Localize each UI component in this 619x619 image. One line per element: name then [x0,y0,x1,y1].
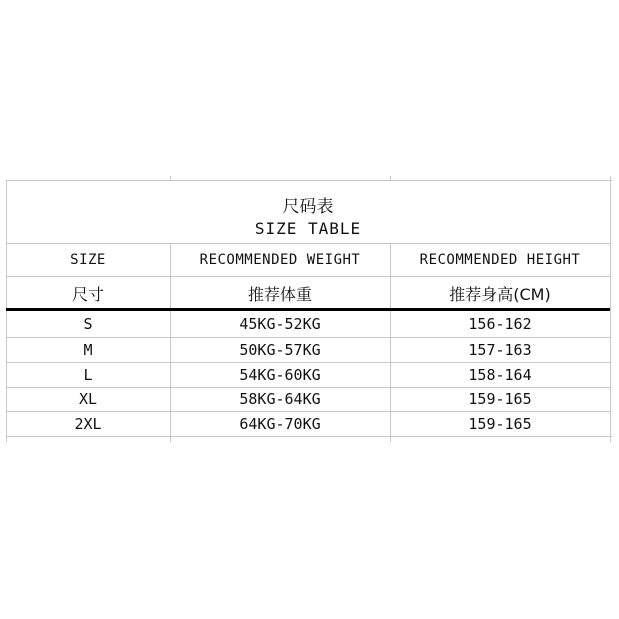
grid-line [390,176,391,181]
height-cell: 159-165 [468,415,532,433]
height-cell: 157-163 [468,341,532,359]
grid-line [6,337,610,338]
size-cell: S [83,315,93,333]
grid-line [6,180,612,181]
weight-cell: 64KG-70KG [239,415,321,433]
grid-line [6,436,612,437]
grid-line [170,176,171,181]
weight-cell: 58KG-64KG [239,390,321,408]
table-title-en: SIZE TABLE [254,218,362,238]
weight-cell: 45KG-52KG [239,315,321,333]
table-title-zh: 尺码表 [282,196,334,217]
weight-cell: 50KG-57KG [239,341,321,359]
header-rule [6,308,610,311]
height-cell: 159-165 [468,390,532,408]
grid-line [6,362,610,363]
grid-line [6,411,610,412]
header-size-en: SIZE [70,252,106,268]
size-cell: M [83,341,93,359]
header-size-zh: 尺寸 [71,284,104,304]
header-weight-zh: 推荐体重 [247,284,312,304]
table-border [610,180,611,442]
header-height-en: RECOMMENDED HEIGHT [419,252,581,268]
grid-line [6,276,610,277]
weight-cell: 54KG-60KG [239,366,321,384]
size-cell: XL [78,390,98,408]
grid-line [6,243,610,244]
size-cell: L [83,366,93,384]
height-cell: 156-162 [468,315,532,333]
size-cell: 2XL [74,415,102,433]
height-cell: 158-164 [468,366,532,384]
header-weight-en: RECOMMENDED WEIGHT [199,252,361,268]
header-height-zh: 推荐身高(CM) [449,284,551,304]
